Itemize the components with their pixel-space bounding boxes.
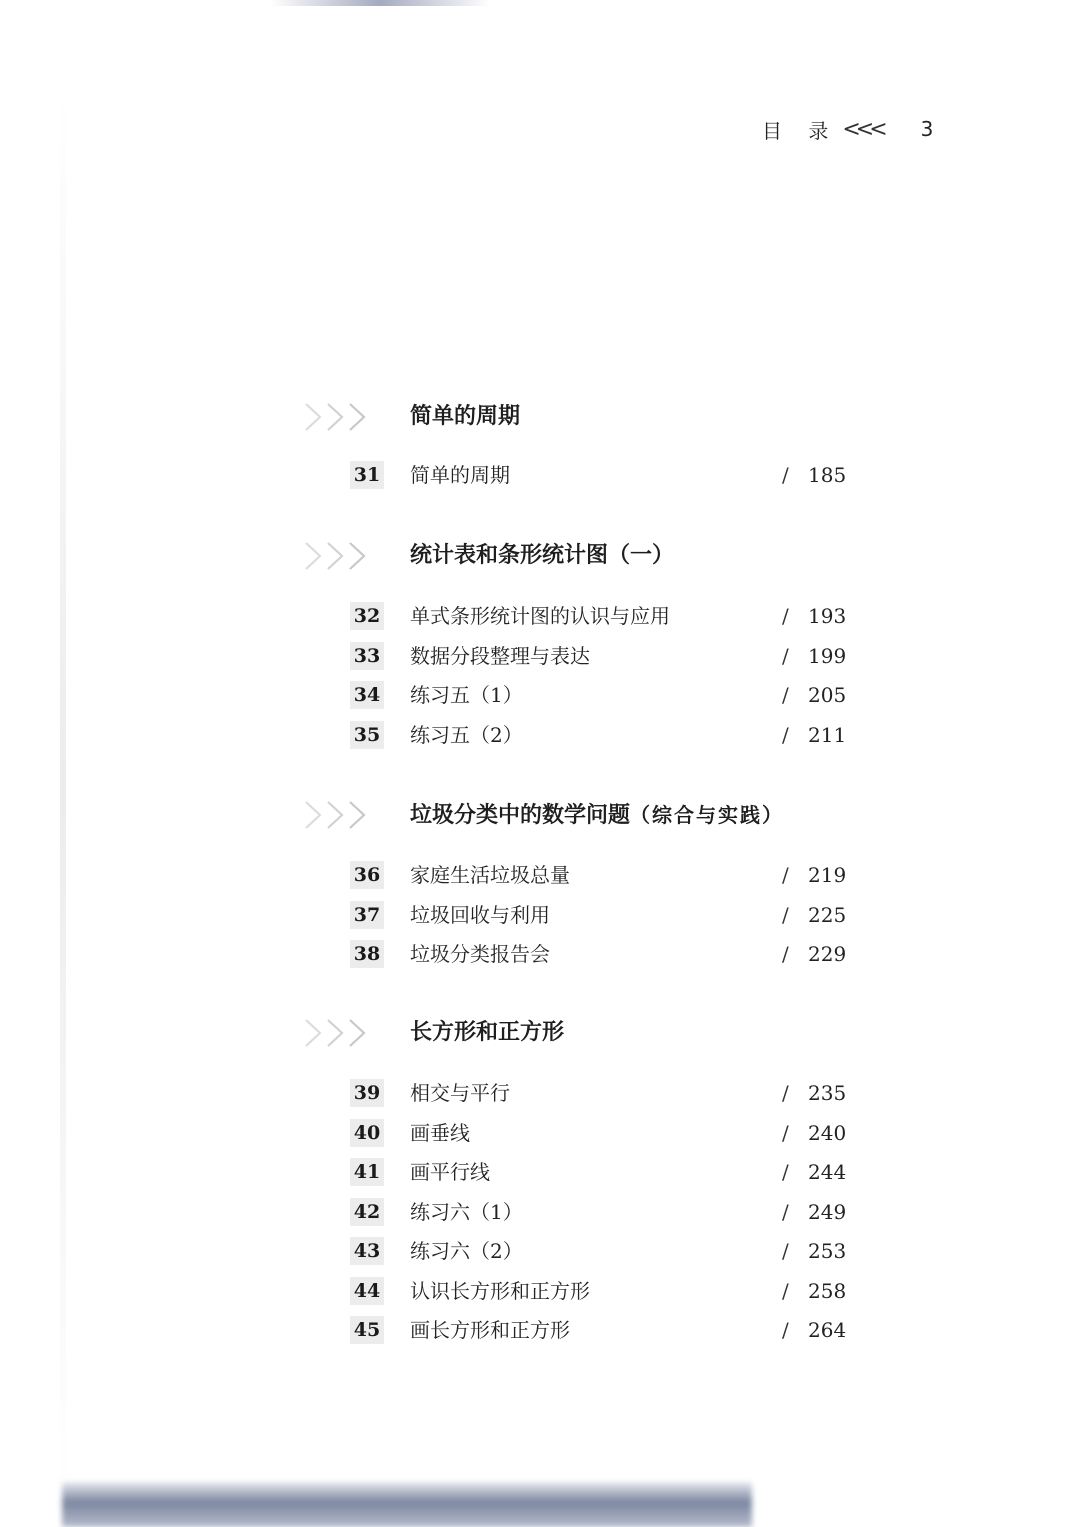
lesson-page: 193	[808, 604, 847, 628]
triple-chevron-icon	[300, 1017, 380, 1049]
scan-shadow-bottom	[62, 1482, 752, 1527]
lesson-title: 数据分段整理与表达	[410, 643, 590, 668]
toc-entry[interactable]	[300, 715, 860, 755]
lesson-page: 205	[808, 683, 847, 707]
lesson-number: 38	[350, 940, 384, 968]
lesson-page: 211	[808, 722, 847, 747]
page-separator: /	[782, 902, 789, 927]
page-separator: /	[782, 1160, 789, 1184]
lesson-title: 垃圾回收与利用	[410, 902, 550, 927]
lesson-title: 练习六（2）	[410, 1239, 523, 1263]
triple-chevron-icon	[300, 540, 380, 572]
toc-entry[interactable]	[300, 1113, 860, 1153]
page-separator: /	[782, 1318, 789, 1342]
section-title	[410, 1013, 564, 1053]
section-subtitle: （综合与实践）	[630, 803, 785, 827]
lesson-page: 219	[808, 863, 847, 887]
scan-edge-top	[270, 0, 490, 6]
lesson-number: 34	[350, 681, 384, 709]
section-header	[300, 795, 860, 835]
section-header	[300, 1013, 860, 1053]
toc-section	[300, 795, 860, 974]
lesson-title: 画平行线	[410, 1160, 490, 1184]
lesson-number: 32	[350, 602, 384, 630]
lesson-page: 249	[808, 1199, 847, 1224]
toc-entry[interactable]	[300, 1271, 860, 1311]
section-title-text: 简单的周期	[410, 404, 521, 429]
lesson-number: 35	[350, 721, 384, 749]
toc-entry[interactable]	[300, 1192, 860, 1232]
page-separator: /	[782, 604, 789, 628]
lesson-title: 画垂线	[410, 1120, 470, 1145]
lesson-page: 229	[808, 942, 847, 966]
page-separator: /	[782, 643, 789, 668]
page-separator: /	[782, 1081, 789, 1105]
lesson-title: 练习六（1）	[410, 1199, 523, 1224]
page-separator: /	[782, 683, 789, 707]
lesson-page: 244	[808, 1160, 847, 1184]
lesson-page: 185	[808, 463, 847, 487]
lesson-title: 认识长方形和正方形	[410, 1278, 590, 1303]
toc-section	[300, 397, 860, 495]
triple-chevron-icon	[300, 401, 380, 433]
toc-entry[interactable]	[300, 855, 860, 895]
section-header	[300, 397, 860, 437]
page-separator: /	[782, 1239, 789, 1263]
lesson-page: 240	[808, 1120, 847, 1145]
lesson-number: 44	[350, 1277, 384, 1305]
lesson-title: 家庭生活垃圾总量	[410, 863, 570, 887]
toc-entry[interactable]	[300, 934, 860, 974]
page-separator: /	[782, 942, 789, 966]
lesson-title: 相交与平行	[410, 1081, 510, 1105]
section-title-text: 统计表和条形统计图（一）	[410, 543, 675, 568]
section-title	[410, 536, 674, 576]
lesson-number: 42	[350, 1198, 384, 1226]
page-separator: /	[782, 722, 789, 747]
lesson-title: 垃圾分类报告会	[410, 942, 550, 966]
lesson-title: 画长方形和正方形	[410, 1318, 570, 1342]
running-head-title: 目 录	[762, 118, 839, 143]
lesson-page: 235	[808, 1081, 847, 1105]
toc-entry[interactable]	[300, 1152, 860, 1192]
lesson-title: 练习五（1）	[410, 683, 523, 707]
page-separator: /	[782, 463, 789, 487]
page-number: 3	[920, 117, 934, 141]
lesson-number: 36	[350, 861, 384, 889]
toc-entry[interactable]	[300, 895, 860, 935]
page-separator: /	[782, 863, 789, 887]
toc-entry[interactable]	[300, 636, 860, 676]
toc-entry[interactable]	[300, 1310, 860, 1350]
lesson-number: 37	[350, 901, 384, 929]
section-header	[300, 536, 860, 576]
toc-entry[interactable]	[300, 675, 860, 715]
running-head	[762, 114, 933, 144]
section-title	[410, 397, 520, 437]
scan-edge-left	[60, 90, 66, 1490]
lesson-title: 单式条形统计图的认识与应用	[410, 604, 670, 628]
lesson-number: 39	[350, 1079, 384, 1107]
lesson-title: 练习五（2）	[410, 722, 523, 747]
lesson-number: 40	[350, 1119, 384, 1147]
left-arrows-icon: <<<	[842, 116, 883, 142]
toc-section	[300, 536, 860, 754]
page-separator: /	[782, 1278, 789, 1303]
lesson-page: 225	[808, 902, 847, 927]
lesson-page: 264	[808, 1318, 847, 1342]
lesson-title: 简单的周期	[410, 463, 510, 487]
lesson-number: 43	[350, 1237, 384, 1265]
triple-chevron-icon	[300, 799, 380, 831]
lesson-number: 45	[350, 1316, 384, 1344]
lesson-page: 253	[808, 1239, 847, 1263]
lesson-page: 199	[808, 643, 847, 668]
section-title-text: 长方形和正方形	[410, 1020, 565, 1045]
lesson-page: 258	[808, 1278, 847, 1303]
toc-entry[interactable]	[300, 596, 860, 636]
lesson-number: 41	[350, 1158, 384, 1186]
page-separator: /	[782, 1199, 789, 1224]
toc-entry[interactable]	[300, 455, 860, 495]
section-title	[410, 795, 784, 835]
section-title-text: 垃圾分类中的数学问题	[410, 803, 631, 828]
lesson-number: 33	[350, 642, 384, 670]
lesson-number: 31	[350, 461, 384, 489]
toc-entry[interactable]	[300, 1073, 860, 1113]
toc-section	[300, 1013, 860, 1350]
toc-entry[interactable]	[300, 1231, 860, 1271]
page-separator: /	[782, 1120, 789, 1145]
